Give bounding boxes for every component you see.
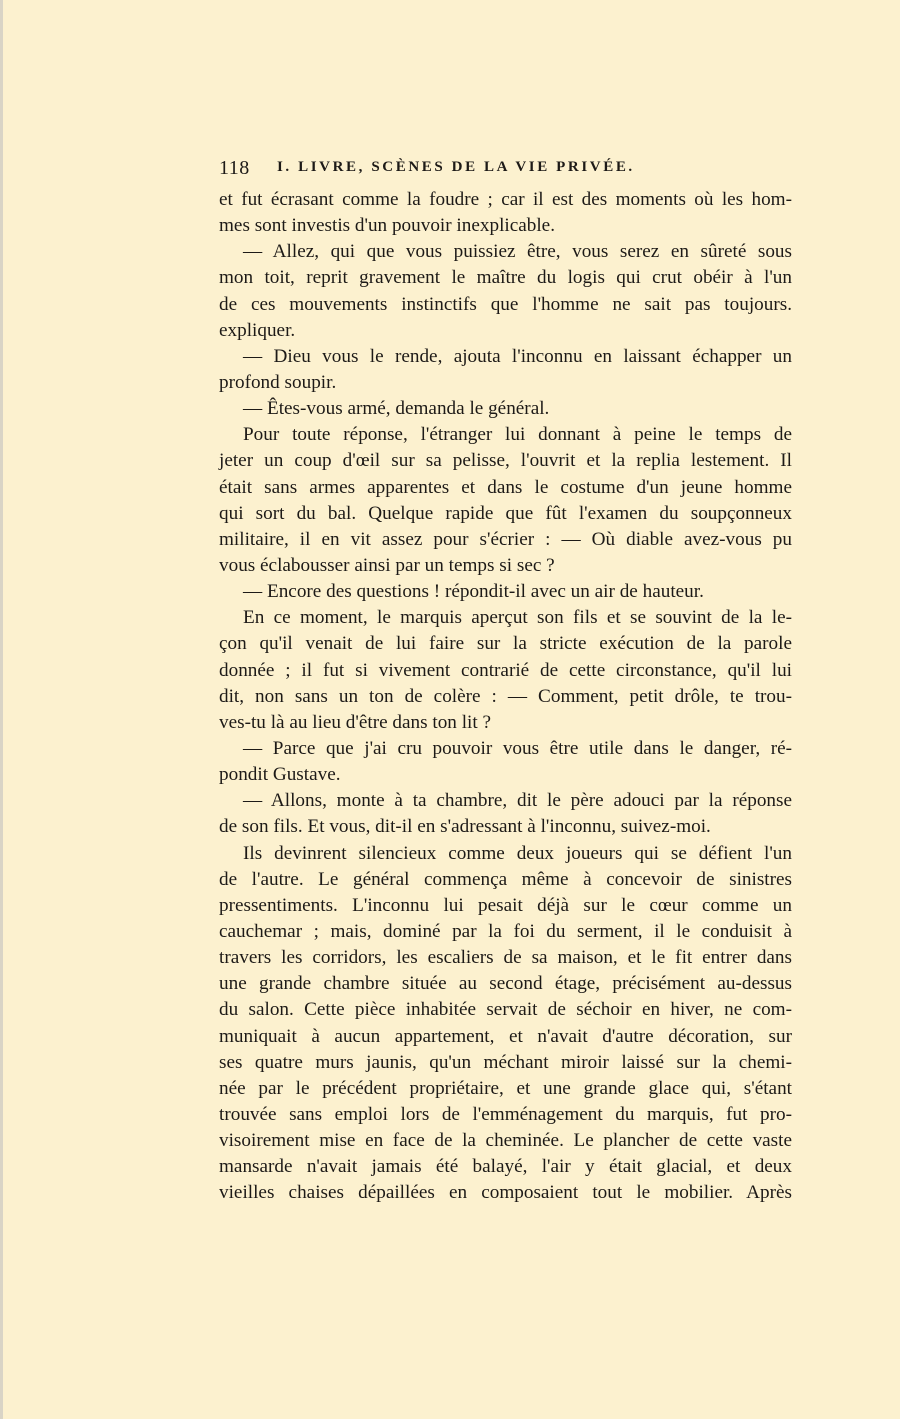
text-line: pressentiments. L'inconnu lui pesait déjà sur le cœur comme un [219,894,792,916]
text-line: de l'autre. Le général commença même à concevoir de sinistres [219,868,792,890]
text-line: muniquait à aucun appartement, et n'avait d'autre décoration, sur [219,1025,792,1047]
text-line: Ils devinrent silencieux comme deux joueurs qui se défient l'un [243,842,792,864]
text-line: mansarde n'avait jamais été balayé, l'air y était glacial, et deux [219,1156,792,1178]
text-line: — Parce que j'ai cru pouvoir vous être utile dans le danger, ré- [243,737,792,759]
text-line: qui sort du bal. Quelque rapide que fût l'examen du soupçonneux [219,502,792,524]
text-line: vieilles chaises dépaillées en composaient tout le mobilier. Après [219,1182,792,1204]
text-line: çon qu'il venait de lui faire sur la stricte exécution de la parole [219,633,792,655]
text-line: visoirement mise en face de la cheminée. Le plancher de cette vaste [219,1130,792,1152]
text-line: était sans armes apparentes et dans le costume d'un jeune homme [219,476,792,498]
text-line: née par le précédent propriétaire, et une grande glace qui, s'étant [219,1077,792,1099]
text-line: du salon. Cette pièce inhabitée servait de séchoir en hiver, ne com- [219,999,792,1021]
page-number: 118 [219,157,250,179]
text-line: — Encore des questions ! répondit-il avec un air de hauteur. [243,581,704,603]
text-line: mon toit, reprit gravement le maître du logis qui crut obéir à l'un [219,267,792,289]
text-line: — Êtes-vous armé, demanda le général. [243,398,550,420]
text-line: — Allons, monte à ta chambre, dit le père adouci par la réponse [243,790,792,812]
text-line: donnée ; il fut si vivement contrarié de cette circonstance, qu'il lui [219,659,792,681]
text-line: pondit Gustave. [219,764,341,786]
text-line: profond soupir. [219,371,337,393]
text-line: Pour toute réponse, l'étranger lui donnant à peine le temps de [243,424,792,446]
text-line: — Allez, qui que vous puissiez être, vous serez en sûreté sous [243,241,792,263]
text-line: une grande chambre située au second étage, précisément au-dessus [219,973,792,995]
text-line: ves-tu là au lieu d'être dans ton lit ? [219,711,491,733]
text-line: de ces mouvements instinctifs que l'homme ne sait pas toujours. [219,293,792,315]
running-title: I. LIVRE, SCÈNES DE LA VIE PRIVÉE. [277,159,635,175]
text-line: trouvée sans emploi lors de l'emménagement du marquis, fut pro- [219,1103,792,1125]
text-line: et fut écrasant comme la foudre ; car il est des moments où les hom- [219,189,792,210]
text-line: ses quatre murs jaunis, qu'un méchant miroir laissé sur la chemi- [219,1051,792,1073]
page-header [219,157,791,183]
text-line: dit, non sans un ton de colère : — Comment, petit drôle, te trou- [219,685,792,707]
text-line: vous éclabousser ainsi par un temps si sec ? [219,554,555,576]
text-line: En ce moment, le marquis aperçut son fils et se souvint de la le- [243,607,792,629]
body-text [219,187,792,1206]
text-line: — Dieu vous le rende, ajouta l'inconnu en laissant échapper un [243,345,792,367]
text-line: militaire, il en vit assez pour s'écrier : — Où diable avez-vous pu [219,528,792,550]
text-line: expliquer. [219,319,296,341]
text-line: jeter un coup d'œil sur sa pelisse, l'ouvrit et la replia lestement. Il [219,450,792,472]
text-line: travers les corridors, les escaliers de sa maison, et le fit entrer dans [219,947,792,969]
text-line: mes sont investis d'un pouvoir inexplicable. [219,215,555,237]
text-line: de son fils. Et vous, dit-il en s'adressant à l'inconnu, suivez-moi. [219,816,711,838]
text-line: cauchemar ; mais, dominé par la foi du serment, il le conduisit à [219,920,792,942]
